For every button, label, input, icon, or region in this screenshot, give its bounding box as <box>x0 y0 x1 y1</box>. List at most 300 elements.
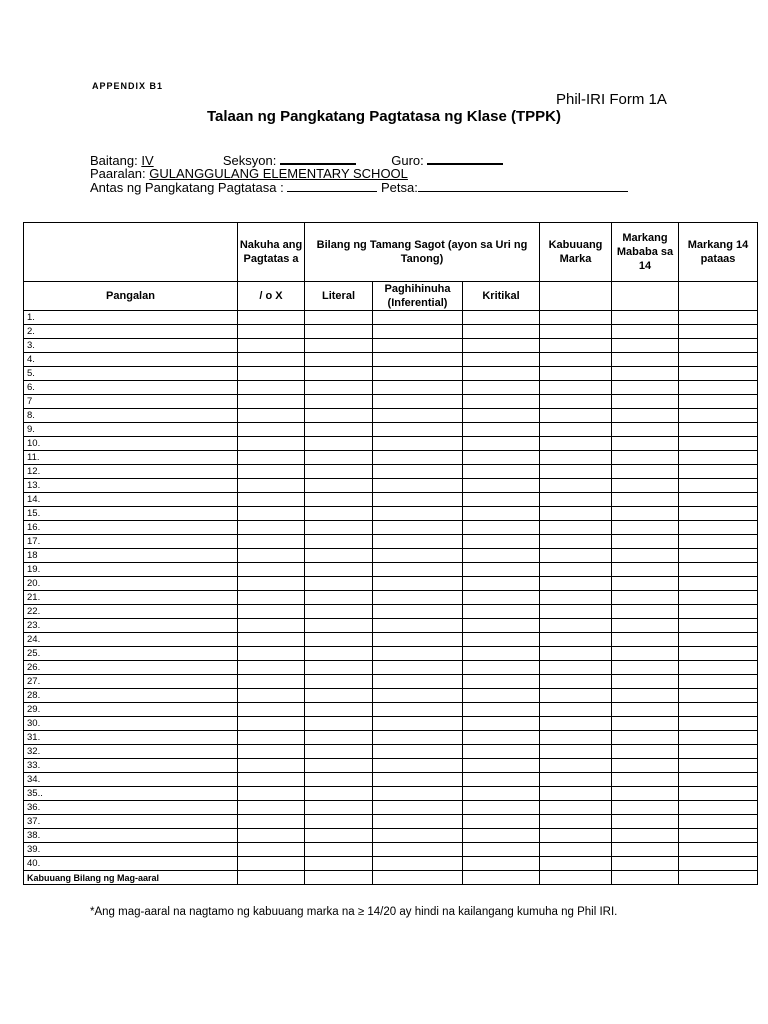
cell-mababa[interactable] <box>612 591 679 605</box>
cell-ox[interactable] <box>238 367 305 381</box>
cell-paghihinuha[interactable] <box>373 493 463 507</box>
cell-mababa[interactable] <box>612 381 679 395</box>
cell-pataas[interactable] <box>679 619 758 633</box>
cell-ox[interactable] <box>238 563 305 577</box>
cell-kabuuang[interactable] <box>540 703 612 717</box>
cell-literal[interactable] <box>305 843 373 857</box>
cell-mababa[interactable] <box>612 745 679 759</box>
cell-literal[interactable] <box>305 381 373 395</box>
row-number[interactable]: 16. <box>24 521 238 535</box>
cell-kabuuang[interactable] <box>540 731 612 745</box>
cell-pataas[interactable] <box>679 857 758 871</box>
cell-ox[interactable] <box>238 353 305 367</box>
guro-field[interactable] <box>427 152 503 165</box>
cell-mababa[interactable] <box>612 619 679 633</box>
total-paghihinuha[interactable] <box>373 871 463 885</box>
cell-kritikal[interactable] <box>463 493 540 507</box>
cell-literal[interactable] <box>305 633 373 647</box>
cell-ox[interactable] <box>238 577 305 591</box>
row-number[interactable]: 30. <box>24 717 238 731</box>
cell-kritikal[interactable] <box>463 633 540 647</box>
baitang-value[interactable]: IV <box>141 153 154 168</box>
cell-kritikal[interactable] <box>463 535 540 549</box>
cell-paghihinuha[interactable] <box>373 507 463 521</box>
cell-paghihinuha[interactable] <box>373 619 463 633</box>
row-number[interactable]: 39. <box>24 843 238 857</box>
row-number[interactable]: 19. <box>24 563 238 577</box>
cell-mababa[interactable] <box>612 731 679 745</box>
cell-paghihinuha[interactable] <box>373 465 463 479</box>
cell-kabuuang[interactable] <box>540 717 612 731</box>
total-mababa[interactable] <box>612 871 679 885</box>
cell-mababa[interactable] <box>612 577 679 591</box>
cell-paghihinuha[interactable] <box>373 829 463 843</box>
cell-kabuuang[interactable] <box>540 661 612 675</box>
cell-mababa[interactable] <box>612 717 679 731</box>
row-number[interactable]: 26. <box>24 661 238 675</box>
cell-literal[interactable] <box>305 311 373 325</box>
cell-mababa[interactable] <box>612 633 679 647</box>
cell-kabuuang[interactable] <box>540 759 612 773</box>
cell-kritikal[interactable] <box>463 591 540 605</box>
row-number[interactable]: 33. <box>24 759 238 773</box>
cell-ox[interactable] <box>238 703 305 717</box>
cell-ox[interactable] <box>238 465 305 479</box>
paaralan-value[interactable]: GULANGGULANG ELEMENTARY SCHOOL <box>149 166 408 181</box>
cell-pataas[interactable] <box>679 843 758 857</box>
total-pataas[interactable] <box>679 871 758 885</box>
cell-pataas[interactable] <box>679 493 758 507</box>
cell-paghihinuha[interactable] <box>373 577 463 591</box>
cell-literal[interactable] <box>305 535 373 549</box>
cell-ox[interactable] <box>238 815 305 829</box>
cell-mababa[interactable] <box>612 339 679 353</box>
cell-mababa[interactable] <box>612 787 679 801</box>
cell-ox[interactable] <box>238 787 305 801</box>
cell-ox[interactable] <box>238 591 305 605</box>
cell-kritikal[interactable] <box>463 815 540 829</box>
cell-pataas[interactable] <box>679 773 758 787</box>
cell-literal[interactable] <box>305 367 373 381</box>
cell-literal[interactable] <box>305 437 373 451</box>
cell-literal[interactable] <box>305 451 373 465</box>
row-number[interactable]: 38. <box>24 829 238 843</box>
cell-kabuuang[interactable] <box>540 577 612 591</box>
cell-kabuuang[interactable] <box>540 591 612 605</box>
cell-kritikal[interactable] <box>463 843 540 857</box>
cell-kabuuang[interactable] <box>540 745 612 759</box>
cell-kritikal[interactable] <box>463 339 540 353</box>
cell-ox[interactable] <box>238 801 305 815</box>
cell-mababa[interactable] <box>612 535 679 549</box>
cell-mababa[interactable] <box>612 689 679 703</box>
cell-mababa[interactable] <box>612 773 679 787</box>
cell-literal[interactable] <box>305 339 373 353</box>
cell-pataas[interactable] <box>679 521 758 535</box>
cell-kritikal[interactable] <box>463 395 540 409</box>
cell-pataas[interactable] <box>679 647 758 661</box>
cell-paghihinuha[interactable] <box>373 409 463 423</box>
cell-paghihinuha[interactable] <box>373 703 463 717</box>
cell-kritikal[interactable] <box>463 717 540 731</box>
cell-ox[interactable] <box>238 633 305 647</box>
cell-paghihinuha[interactable] <box>373 535 463 549</box>
cell-pataas[interactable] <box>679 591 758 605</box>
cell-paghihinuha[interactable] <box>373 773 463 787</box>
cell-pataas[interactable] <box>679 339 758 353</box>
cell-literal[interactable] <box>305 423 373 437</box>
cell-ox[interactable] <box>238 423 305 437</box>
cell-kritikal[interactable] <box>463 549 540 563</box>
cell-kritikal[interactable] <box>463 857 540 871</box>
cell-ox[interactable] <box>238 549 305 563</box>
row-number[interactable]: 24. <box>24 633 238 647</box>
cell-literal[interactable] <box>305 479 373 493</box>
row-number[interactable]: 28. <box>24 689 238 703</box>
cell-pataas[interactable] <box>679 815 758 829</box>
cell-literal[interactable] <box>305 549 373 563</box>
row-number[interactable]: 3. <box>24 339 238 353</box>
cell-kritikal[interactable] <box>463 465 540 479</box>
cell-pataas[interactable] <box>679 423 758 437</box>
cell-pataas[interactable] <box>679 577 758 591</box>
row-number[interactable]: 4. <box>24 353 238 367</box>
cell-kritikal[interactable] <box>463 647 540 661</box>
cell-kabuuang[interactable] <box>540 815 612 829</box>
cell-literal[interactable] <box>305 395 373 409</box>
row-number[interactable]: 17. <box>24 535 238 549</box>
cell-literal[interactable] <box>305 857 373 871</box>
row-number[interactable]: 37. <box>24 815 238 829</box>
cell-mababa[interactable] <box>612 815 679 829</box>
cell-pataas[interactable] <box>679 549 758 563</box>
cell-ox[interactable] <box>238 521 305 535</box>
cell-kritikal[interactable] <box>463 437 540 451</box>
cell-kabuuang[interactable] <box>540 423 612 437</box>
cell-pataas[interactable] <box>679 353 758 367</box>
cell-ox[interactable] <box>238 731 305 745</box>
cell-ox[interactable] <box>238 409 305 423</box>
cell-ox[interactable] <box>238 507 305 521</box>
cell-paghihinuha[interactable] <box>373 759 463 773</box>
cell-literal[interactable] <box>305 675 373 689</box>
cell-ox[interactable] <box>238 451 305 465</box>
cell-paghihinuha[interactable] <box>373 549 463 563</box>
cell-paghihinuha[interactable] <box>373 605 463 619</box>
cell-kritikal[interactable] <box>463 703 540 717</box>
row-number[interactable]: 9. <box>24 423 238 437</box>
cell-literal[interactable] <box>305 801 373 815</box>
total-kritikal[interactable] <box>463 871 540 885</box>
cell-kabuuang[interactable] <box>540 409 612 423</box>
cell-kabuuang[interactable] <box>540 633 612 647</box>
cell-literal[interactable] <box>305 689 373 703</box>
cell-ox[interactable] <box>238 745 305 759</box>
row-number[interactable]: 5. <box>24 367 238 381</box>
cell-pataas[interactable] <box>679 381 758 395</box>
cell-mababa[interactable] <box>612 395 679 409</box>
cell-pataas[interactable] <box>679 689 758 703</box>
cell-paghihinuha[interactable] <box>373 395 463 409</box>
cell-kabuuang[interactable] <box>540 619 612 633</box>
cell-literal[interactable] <box>305 591 373 605</box>
cell-kabuuang[interactable] <box>540 605 612 619</box>
cell-ox[interactable] <box>238 339 305 353</box>
cell-kabuuang[interactable] <box>540 395 612 409</box>
cell-kabuuang[interactable] <box>540 563 612 577</box>
cell-pataas[interactable] <box>679 409 758 423</box>
cell-ox[interactable] <box>238 311 305 325</box>
cell-literal[interactable] <box>305 745 373 759</box>
cell-mababa[interactable] <box>612 451 679 465</box>
cell-kritikal[interactable] <box>463 423 540 437</box>
cell-ox[interactable] <box>238 773 305 787</box>
cell-pataas[interactable] <box>679 507 758 521</box>
cell-pataas[interactable] <box>679 633 758 647</box>
cell-kabuuang[interactable] <box>540 549 612 563</box>
cell-paghihinuha[interactable] <box>373 633 463 647</box>
cell-literal[interactable] <box>305 563 373 577</box>
cell-paghihinuha[interactable] <box>373 479 463 493</box>
cell-mababa[interactable] <box>612 367 679 381</box>
row-number[interactable]: 20. <box>24 577 238 591</box>
cell-paghihinuha[interactable] <box>373 521 463 535</box>
cell-paghihinuha[interactable] <box>373 787 463 801</box>
cell-ox[interactable] <box>238 829 305 843</box>
cell-paghihinuha[interactable] <box>373 451 463 465</box>
row-number[interactable]: 6. <box>24 381 238 395</box>
cell-kritikal[interactable] <box>463 577 540 591</box>
cell-mababa[interactable] <box>612 311 679 325</box>
cell-kritikal[interactable] <box>463 325 540 339</box>
cell-mababa[interactable] <box>612 647 679 661</box>
cell-mababa[interactable] <box>612 437 679 451</box>
cell-kabuuang[interactable] <box>540 801 612 815</box>
row-number[interactable]: 31. <box>24 731 238 745</box>
row-number[interactable]: 32. <box>24 745 238 759</box>
cell-mababa[interactable] <box>612 857 679 871</box>
cell-kritikal[interactable] <box>463 451 540 465</box>
cell-paghihinuha[interactable] <box>373 815 463 829</box>
cell-paghihinuha[interactable] <box>373 661 463 675</box>
cell-pataas[interactable] <box>679 661 758 675</box>
row-number[interactable]: 2. <box>24 325 238 339</box>
cell-pataas[interactable] <box>679 465 758 479</box>
cell-kritikal[interactable] <box>463 689 540 703</box>
cell-ox[interactable] <box>238 325 305 339</box>
row-number[interactable]: 34. <box>24 773 238 787</box>
cell-literal[interactable] <box>305 787 373 801</box>
petsa-field[interactable] <box>418 180 628 192</box>
cell-literal[interactable] <box>305 759 373 773</box>
cell-mababa[interactable] <box>612 829 679 843</box>
row-number[interactable]: 10. <box>24 437 238 451</box>
cell-kritikal[interactable] <box>463 353 540 367</box>
cell-mababa[interactable] <box>612 661 679 675</box>
cell-ox[interactable] <box>238 759 305 773</box>
cell-mababa[interactable] <box>612 759 679 773</box>
cell-paghihinuha[interactable] <box>373 423 463 437</box>
cell-kabuuang[interactable] <box>540 675 612 689</box>
cell-kabuuang[interactable] <box>540 339 612 353</box>
total-literal[interactable] <box>305 871 373 885</box>
row-number[interactable]: 15. <box>24 507 238 521</box>
cell-pataas[interactable] <box>679 717 758 731</box>
cell-kabuuang[interactable] <box>540 381 612 395</box>
row-number[interactable]: 1. <box>24 311 238 325</box>
cell-paghihinuha[interactable] <box>373 843 463 857</box>
cell-paghihinuha[interactable] <box>373 591 463 605</box>
cell-kabuuang[interactable] <box>540 843 612 857</box>
cell-paghihinuha[interactable] <box>373 731 463 745</box>
cell-kabuuang[interactable] <box>540 857 612 871</box>
cell-pataas[interactable] <box>679 731 758 745</box>
cell-kabuuang[interactable] <box>540 535 612 549</box>
row-number[interactable]: 14. <box>24 493 238 507</box>
cell-literal[interactable] <box>305 577 373 591</box>
cell-mababa[interactable] <box>612 479 679 493</box>
cell-pataas[interactable] <box>679 759 758 773</box>
cell-mababa[interactable] <box>612 675 679 689</box>
antas-field[interactable] <box>287 180 377 192</box>
cell-pataas[interactable] <box>679 675 758 689</box>
cell-mababa[interactable] <box>612 801 679 815</box>
cell-paghihinuha[interactable] <box>373 857 463 871</box>
cell-mababa[interactable] <box>612 549 679 563</box>
row-number[interactable]: 8. <box>24 409 238 423</box>
cell-paghihinuha[interactable] <box>373 689 463 703</box>
total-kabuuang[interactable] <box>540 871 612 885</box>
row-number[interactable]: 27. <box>24 675 238 689</box>
row-number[interactable]: 22. <box>24 605 238 619</box>
cell-paghihinuha[interactable] <box>373 339 463 353</box>
row-number[interactable]: 23. <box>24 619 238 633</box>
cell-kabuuang[interactable] <box>540 787 612 801</box>
cell-kritikal[interactable] <box>463 787 540 801</box>
cell-kabuuang[interactable] <box>540 507 612 521</box>
cell-pataas[interactable] <box>679 311 758 325</box>
cell-kritikal[interactable] <box>463 675 540 689</box>
cell-mababa[interactable] <box>612 353 679 367</box>
cell-pataas[interactable] <box>679 437 758 451</box>
cell-literal[interactable] <box>305 717 373 731</box>
cell-mababa[interactable] <box>612 507 679 521</box>
cell-kritikal[interactable] <box>463 829 540 843</box>
cell-paghihinuha[interactable] <box>373 745 463 759</box>
row-number[interactable]: 35.. <box>24 787 238 801</box>
cell-paghihinuha[interactable] <box>373 311 463 325</box>
row-number[interactable]: 13. <box>24 479 238 493</box>
cell-kritikal[interactable] <box>463 745 540 759</box>
row-number[interactable]: 18 <box>24 549 238 563</box>
cell-paghihinuha[interactable] <box>373 353 463 367</box>
cell-kritikal[interactable] <box>463 759 540 773</box>
cell-paghihinuha[interactable] <box>373 563 463 577</box>
cell-paghihinuha[interactable] <box>373 325 463 339</box>
cell-paghihinuha[interactable] <box>373 647 463 661</box>
cell-ox[interactable] <box>238 395 305 409</box>
cell-ox[interactable] <box>238 535 305 549</box>
cell-kritikal[interactable] <box>463 605 540 619</box>
cell-kritikal[interactable] <box>463 367 540 381</box>
cell-literal[interactable] <box>305 353 373 367</box>
cell-ox[interactable] <box>238 619 305 633</box>
cell-kritikal[interactable] <box>463 731 540 745</box>
cell-pataas[interactable] <box>679 395 758 409</box>
cell-kritikal[interactable] <box>463 311 540 325</box>
cell-kritikal[interactable] <box>463 479 540 493</box>
cell-pataas[interactable] <box>679 801 758 815</box>
cell-ox[interactable] <box>238 437 305 451</box>
cell-mababa[interactable] <box>612 325 679 339</box>
cell-literal[interactable] <box>305 605 373 619</box>
total-ox[interactable] <box>238 871 305 885</box>
cell-ox[interactable] <box>238 381 305 395</box>
cell-paghihinuha[interactable] <box>373 381 463 395</box>
cell-pataas[interactable] <box>679 703 758 717</box>
cell-paghihinuha[interactable] <box>373 367 463 381</box>
row-number[interactable]: 25. <box>24 647 238 661</box>
cell-kabuuang[interactable] <box>540 689 612 703</box>
cell-pataas[interactable] <box>679 745 758 759</box>
cell-pataas[interactable] <box>679 829 758 843</box>
cell-literal[interactable] <box>305 507 373 521</box>
cell-kabuuang[interactable] <box>540 829 612 843</box>
cell-literal[interactable] <box>305 325 373 339</box>
cell-kabuuang[interactable] <box>540 647 612 661</box>
cell-literal[interactable] <box>305 647 373 661</box>
cell-kabuuang[interactable] <box>540 353 612 367</box>
cell-kabuuang[interactable] <box>540 451 612 465</box>
cell-literal[interactable] <box>305 661 373 675</box>
cell-kritikal[interactable] <box>463 409 540 423</box>
cell-kabuuang[interactable] <box>540 437 612 451</box>
cell-mababa[interactable] <box>612 521 679 535</box>
cell-kabuuang[interactable] <box>540 311 612 325</box>
cell-kritikal[interactable] <box>463 801 540 815</box>
cell-kabuuang[interactable] <box>540 325 612 339</box>
row-number[interactable]: 29. <box>24 703 238 717</box>
row-number[interactable]: 40. <box>24 857 238 871</box>
cell-mababa[interactable] <box>612 843 679 857</box>
row-number[interactable]: 7 <box>24 395 238 409</box>
cell-kabuuang[interactable] <box>540 493 612 507</box>
cell-literal[interactable] <box>305 703 373 717</box>
cell-ox[interactable] <box>238 675 305 689</box>
cell-kritikal[interactable] <box>463 661 540 675</box>
cell-paghihinuha[interactable] <box>373 717 463 731</box>
cell-ox[interactable] <box>238 647 305 661</box>
cell-pataas[interactable] <box>679 787 758 801</box>
cell-literal[interactable] <box>305 465 373 479</box>
row-number[interactable]: 21. <box>24 591 238 605</box>
cell-mababa[interactable] <box>612 703 679 717</box>
cell-ox[interactable] <box>238 605 305 619</box>
cell-kritikal[interactable] <box>463 507 540 521</box>
cell-ox[interactable] <box>238 493 305 507</box>
cell-mababa[interactable] <box>612 563 679 577</box>
row-number[interactable]: 36. <box>24 801 238 815</box>
cell-kritikal[interactable] <box>463 521 540 535</box>
seksyon-field[interactable] <box>280 152 356 165</box>
cell-literal[interactable] <box>305 731 373 745</box>
cell-literal[interactable] <box>305 493 373 507</box>
cell-pataas[interactable] <box>679 563 758 577</box>
cell-kabuuang[interactable] <box>540 521 612 535</box>
cell-paghihinuha[interactable] <box>373 801 463 815</box>
cell-mababa[interactable] <box>612 409 679 423</box>
cell-kabuuang[interactable] <box>540 479 612 493</box>
